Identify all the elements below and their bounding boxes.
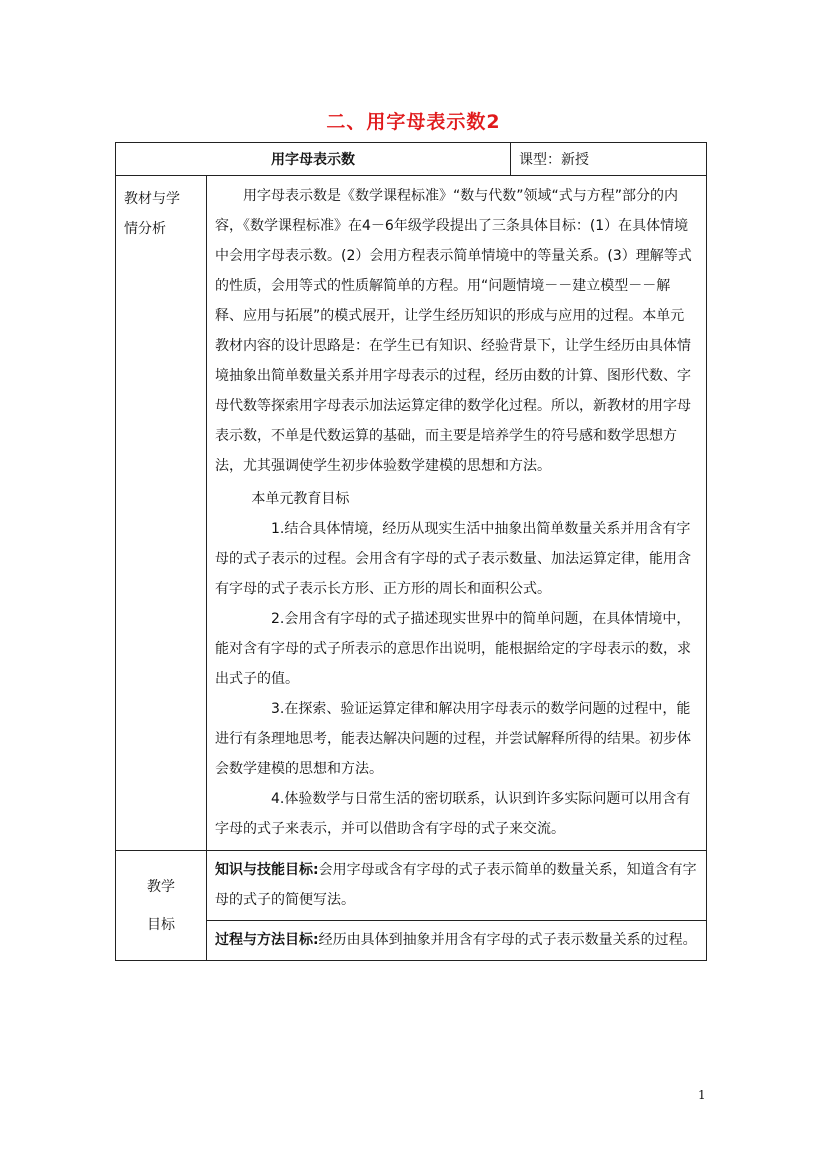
analysis-row [116,176,707,851]
analysis-label-line2: 情分析 [124,221,166,237]
analysis-content [207,176,707,851]
unit-goal-4: 4.体验数学与日常生活的密切联系，认识到许多实际问题可以用含有字母的式子来表示，并可以借助含有字母的式子来交流。 [215,791,691,837]
unit-goal-1: 1.结合具体情境，经历从现实生活中抽象出简单数量关系并用含有字母的式子表示的过程。会用含有字母的式子表示数量、加法运算定律，能用含有字母的式子表示长方形、正方形的周长和面积公式。 [215,521,691,597]
process-goal-cell [207,921,707,961]
unit-goal-2: 2.会用含有字母的式子描述现实世界中的简单问题，在具体情境中，能对含有字母的式子所表示的意思作出说明，能根据给定的字母表示的数，求出式子的值。 [215,611,691,687]
header-row [116,143,707,176]
process-goal-text: 经历由具体到抽象并用含有字母的式子表示数量关系的过程。 [318,932,697,948]
page-title: 二、用字母表示数2 [326,111,501,133]
analysis-label [116,176,207,851]
knowledge-goal-row [116,851,707,921]
analysis-label-line1: 教材与学 [124,191,180,207]
knowledge-goal-label: 知识与技能目标: [215,862,319,878]
unit-goal-3: 3.在探索、验证运算定律和解决用字母表示的数学问题的过程中，能进行有条理地思考，能表达解决问题的过程，并尝试解释所得的结果。初步体会数学建模的思想和方法。 [215,701,691,777]
topic-cell: 用字母表示数 [116,143,511,176]
lesson-plan-table [115,142,707,961]
lesson-type-cell: 课型：新授 [511,143,707,176]
teaching-goals-label [116,851,207,961]
knowledge-goal-cell [207,851,707,921]
analysis-paragraph: 用字母表示数是《数学课程标准》“数与代数”领域“式与方程”部分的内容，《数学课程标准》在4－6年级学段提出了三条具体目标：(1）在具体情境中会用字母表示数。(2）会用方程表示简单情境中的等量关系。(3）理解等式的性质，会用等式的性质解简单的方程。用“问题情境－－建立模型－－解释、应用与拓展”的模式展开，让学生经历知识的形成与应用的过程。本单元教材内容的设计思路是：在学生已有知识、经验背景下，让学生经历由具体情境抽象出简单数量关系并用字母表示的过程，经历由数的计算、图形代数、字母代数等探索用字母表示加法运算定律的数学化过程。所以，新教材的用字母表示数，不单是代数运算的基础，而主要是培养学生的符号感和数学思想方法，尤其强调使学生初步体验数学建模的思想和方法。 [215,188,692,474]
goals-heading: 本单元教育目标 [251,491,350,507]
page-number: 1 [698,1088,706,1102]
teaching-goals-label-line1: 教学 [147,878,175,895]
teaching-goals-label-line2: 目标 [147,916,175,933]
knowledge-goal-text: 会用字母或含有字母的式子表示简单的数量关系，知道含有字母的式子的简便写法。 [215,862,697,908]
process-goal-label: 过程与方法目标: [215,932,319,948]
